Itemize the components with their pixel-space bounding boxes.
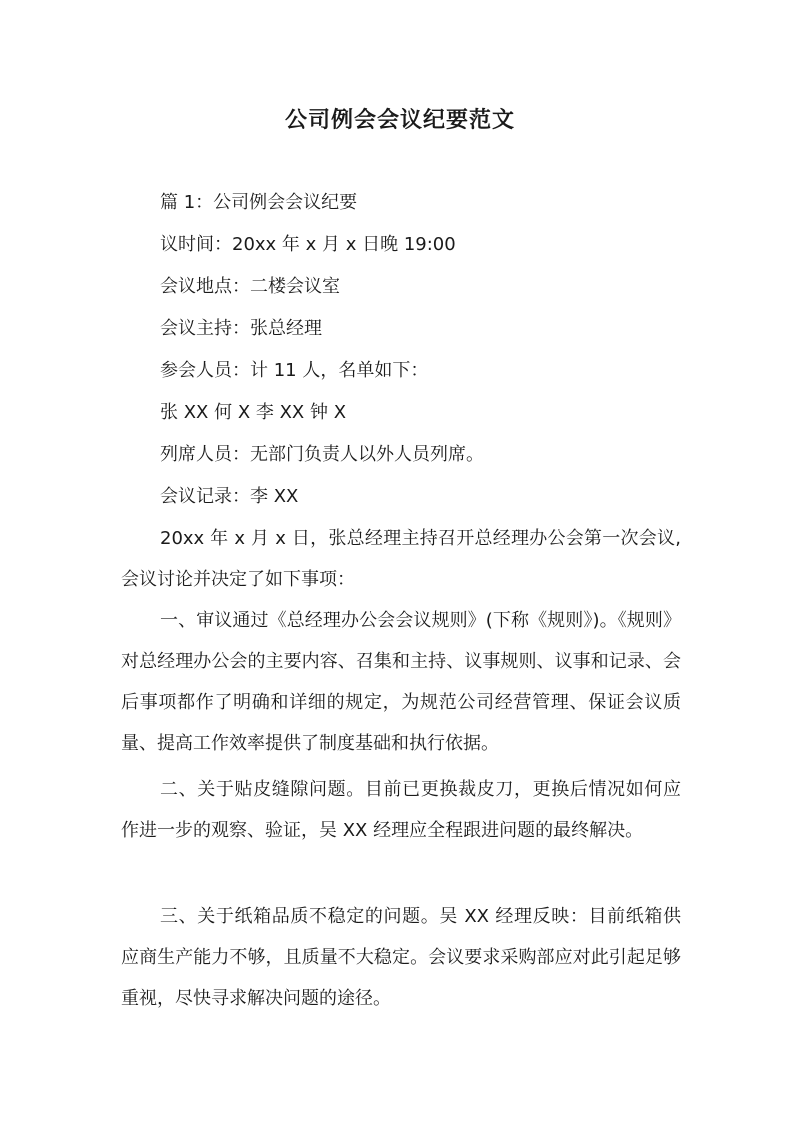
- agenda-item-3: 三、关于纸箱品质不稳定的问题。吴 XX 经理反映：目前纸箱供应商生产能力不够，且质量不大稳定。会议要求采购部应对此引起足够重视，尽快寻求解决问题的途径。: [121, 906, 681, 1009]
- meeting-location: 会议地点：二楼会议室: [160, 276, 340, 297]
- document-title: 公司例会会议纪要范文: [284, 108, 515, 133]
- intro-paragraph: 20xx 年 x 月 x 日，张总经理主持召开总经理办公会第一次会议,会议讨论并决定了如下事项：: [121, 528, 681, 590]
- observers: 列席人员：无部门负责人以外人员列席。: [160, 444, 484, 465]
- attendees-count: 参会人员：计 11 人，名单如下：: [160, 360, 429, 381]
- recorder: 会议记录：李 XX: [160, 486, 299, 507]
- agenda-item-1: 一、审议通过《总经理办公会会议规则》(下称《规则》)。《规则》对总经理办公会的主要内容、召集和主持、议事规则、议事和记录、会后事项都作了明确和详细的规定，为规范公司经营管理、保证会议质量、提高工作效率提供了制度基础和执行依据。: [121, 610, 681, 754]
- meeting-host: 会议主持：张总经理: [160, 318, 322, 339]
- meeting-time: 议时间：20xx 年 x 月 x 日晚 19:00: [160, 234, 456, 255]
- agenda-item-2: 二、关于贴皮缝隙问题。目前已更换裁皮刀，更换后情况如何应作进一步的观察、验证，吴 XX 经理应全程跟进问题的最终解决。: [121, 779, 681, 841]
- section-heading: 篇 1：公司例会会议纪要: [160, 192, 358, 213]
- attendees-names: 张 XX 何 X 李 XX 钟 X: [160, 402, 347, 423]
